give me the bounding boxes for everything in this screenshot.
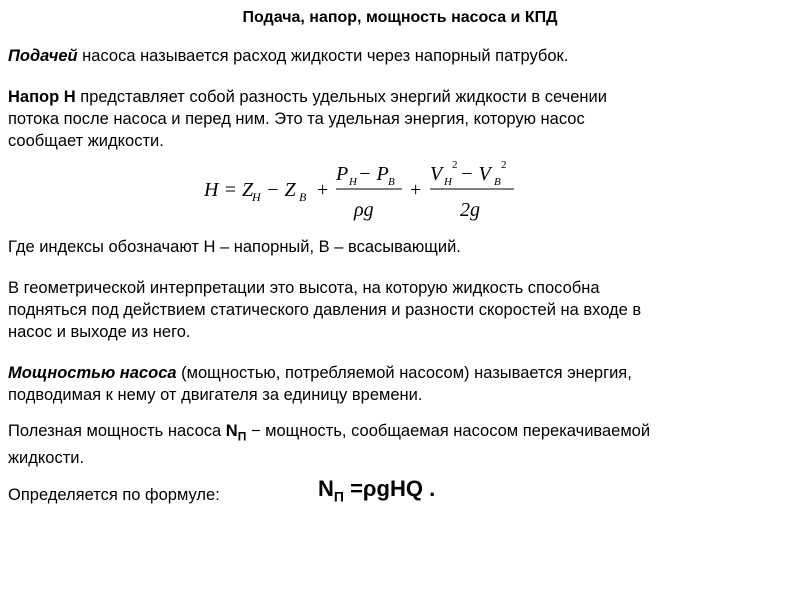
term-head: Напор Н bbox=[8, 88, 76, 106]
formula-sub-b: B bbox=[299, 190, 307, 204]
term-pump-power: Мощностью насоса bbox=[8, 364, 177, 382]
fraction2-minus-v: − V bbox=[460, 163, 491, 185]
head-line-3: сообщает жидкости. bbox=[8, 132, 164, 150]
geometric-line-2: подняться под действием статического давления и разности скоростей на входе в bbox=[8, 301, 642, 319]
useful-power-n-sub: П bbox=[237, 429, 247, 444]
useful-power-formula bbox=[318, 476, 435, 504]
slide-title: Подача, напор, мощность насоса и КПД bbox=[242, 9, 558, 26]
paragraph-power-definition bbox=[8, 362, 788, 406]
geometric-line-3: насос и выходе из него. bbox=[8, 323, 191, 341]
useful-power-suffix: − мощность, сообщаемая насосом перекачиваемой bbox=[246, 422, 651, 440]
fraction2-sub-h: H bbox=[444, 176, 452, 188]
formula-sub-h: H bbox=[252, 190, 261, 204]
formula-plus-1: + bbox=[317, 179, 329, 201]
power-line-1: (мощностью, потребляемой насосом) называется энергия, bbox=[176, 364, 632, 382]
fraction2-denominator: 2g bbox=[460, 199, 480, 221]
formula-n-sub: П bbox=[333, 488, 344, 505]
supply-definition-text: насоса называется расход жидкости через напорный патрубок. bbox=[77, 47, 569, 65]
geometric-line-1: В геометрической интерпретации это высота, на которую жидкость способна bbox=[8, 279, 600, 297]
fraction2-sup-2: 2 bbox=[501, 159, 507, 171]
head-line-1: представляет собой разность удельных энергий жидкости в сечении bbox=[75, 88, 607, 106]
formula-minus-z: − Z bbox=[266, 179, 296, 201]
paragraph-head-definition bbox=[8, 86, 788, 152]
fraction1-minus-p: − P bbox=[358, 163, 389, 185]
term-supply: Подачей bbox=[8, 47, 78, 65]
paragraph-supply-definition bbox=[8, 45, 788, 67]
useful-power-n: N bbox=[225, 422, 238, 440]
paragraph-geometric-interpretation bbox=[8, 277, 788, 343]
formula-plus-2: + bbox=[410, 179, 422, 201]
paragraph-formula-intro: Определяется по формуле: bbox=[8, 486, 220, 504]
fraction1-denominator: ρg bbox=[354, 199, 374, 221]
useful-power-prefix: Полезная мощность насоса bbox=[8, 422, 226, 440]
head-formula bbox=[204, 158, 534, 228]
useful-power-symbol bbox=[225, 422, 247, 444]
paragraph-indices: Где индексы обозначают Н – напорный, В – всасывающий. bbox=[8, 238, 461, 256]
formula-n: N bbox=[318, 476, 334, 501]
fraction2-v: V bbox=[430, 163, 443, 185]
formula-rhs: =ρgHQ . bbox=[343, 476, 436, 501]
fraction2-sup-1: 2 bbox=[452, 159, 458, 171]
fraction1-p: P bbox=[336, 163, 349, 185]
fraction1-sub-b: B bbox=[388, 176, 395, 188]
fraction2-sub-b: B bbox=[494, 176, 501, 188]
power-line-2: подводимая к нему от двигателя за единицу времени. bbox=[8, 386, 423, 404]
formula-lhs: H = Z bbox=[204, 179, 254, 201]
useful-power-line-2: жидкости. bbox=[8, 449, 85, 468]
fraction1-sub-h: H bbox=[349, 176, 357, 188]
paragraph-useful-power bbox=[8, 420, 788, 469]
head-line-2: потока после насоса и перед ним. Это та удельная энергия, которую насос bbox=[8, 110, 585, 128]
